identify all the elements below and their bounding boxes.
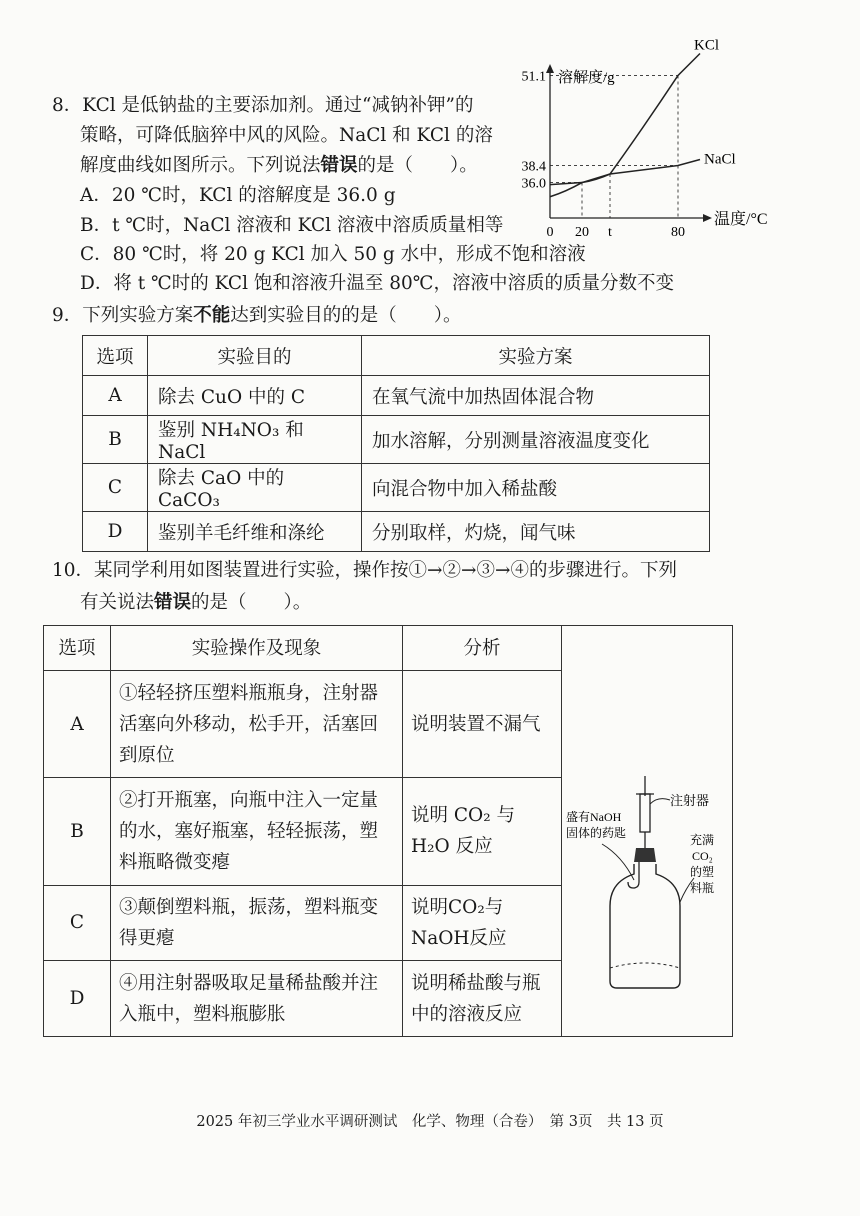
q10-table <box>43 625 733 1037</box>
row-plan: 加水溶解，分别测量溶液温度变化 <box>362 416 710 464</box>
q8-line-2: 策略，可降低脑猝中风的风险。NaCl 和 KCl 的溶 <box>80 125 493 146</box>
spoon-leader <box>602 844 634 880</box>
row-plan: 分别取样，灼烧，闻气味 <box>362 512 710 552</box>
page-footer: 2025 年初三学业水平调研测试 化学、物理（合卷） 第 3页 共 13 页 <box>196 1114 664 1130</box>
syringe-icon <box>636 776 654 848</box>
row-plan: 在氧气流中加热固体混合物 <box>362 376 710 416</box>
q10-stem-line-2: 有关说法错误的是（ ）。 <box>80 592 312 613</box>
row-analysis: 说明装置不漏气 <box>403 671 562 778</box>
y-tick-label: 38.4 <box>521 159 546 175</box>
q10-stem-line-1: 10．某同学利用如图装置进行实验，操作按①→②→③→④的步骤进行。下列 <box>52 560 678 581</box>
y-tick-label: 36.0 <box>521 176 546 192</box>
row-analysis: 说明 CO₂ 与 H₂O 反应 <box>403 778 562 885</box>
row-purpose: 鉴别羊毛纤维和涤纶 <box>148 512 362 552</box>
row-operation: ①轻轻挤压塑料瓶瓶身，注射器活塞向外移动，松手开，活塞回到原位 <box>111 671 403 778</box>
row-purpose: 鉴别 NH₄NO₃ 和 NaCl <box>148 416 362 464</box>
syringe-leader <box>650 799 670 804</box>
apparatus-cell <box>562 626 733 1037</box>
table-row <box>83 464 710 512</box>
bottle-label-1: 充满 <box>690 833 715 847</box>
header-plan: 实验方案 <box>362 336 710 376</box>
x-tick-label: t <box>608 225 612 240</box>
x-axis-label: 温度/°C <box>714 211 768 228</box>
row-option: A <box>44 671 111 778</box>
solubility-chart <box>500 37 780 243</box>
q8-option-c: C．80 ℃时，将 20 g KCl 加入 50 g 水中，形成不饱和溶液 <box>80 244 586 265</box>
bottle-label-2: CO₂ <box>692 849 713 863</box>
q8-option-a: A．20 ℃时，KCl 的溶解度是 36.0 g <box>80 185 396 206</box>
chart-dashed-guides <box>550 75 678 218</box>
bottle-icon <box>610 864 680 988</box>
header-operation: 实验操作及现象 <box>111 626 403 671</box>
x-tick-label: 20 <box>575 225 589 240</box>
spoon-label-1: 盛有NaOH <box>566 810 622 824</box>
q9-stem: 9．下列实验方案不能达到实验目的的是（ ）。 <box>52 305 462 326</box>
header-purpose: 实验目的 <box>148 336 362 376</box>
table-header-row <box>83 336 710 376</box>
x-tick-label: 80 <box>671 225 685 240</box>
header-analysis: 分析 <box>403 626 562 671</box>
bottle-bottom-dashes <box>610 963 680 968</box>
row-operation: ③颠倒塑料瓶，振荡，塑料瓶变得更瘪 <box>111 885 403 961</box>
table-row <box>83 376 710 416</box>
table-header-row <box>44 626 733 671</box>
row-purpose: 除去 CuO 中的 C <box>148 376 362 416</box>
bottle-label-4: 料瓶 <box>690 881 715 895</box>
table-row <box>83 416 710 464</box>
row-option: B <box>83 416 148 464</box>
x-axis-arrow <box>703 214 712 222</box>
row-option: D <box>44 961 111 1037</box>
q10-emphasis: 错误 <box>154 592 192 613</box>
x-tick-label: 0 <box>546 225 554 240</box>
header-option: 选项 <box>44 626 111 671</box>
header-option: 选项 <box>83 336 148 376</box>
spoon-label-2: 固体的药匙 <box>566 826 627 840</box>
q9-emphasis: 不能 <box>193 305 231 326</box>
row-operation: ④用注射器吸取足量稀盐酸并注入瓶中，塑料瓶膨胀 <box>111 961 403 1037</box>
row-option: D <box>83 512 148 552</box>
q8-option-b: B．t ℃时，NaCl 溶液和 KCl 溶液中溶质质量相等 <box>80 215 504 236</box>
series-label-kcl: KCl <box>694 37 720 54</box>
bottle-label-3: 的塑 <box>690 865 715 879</box>
row-analysis: 说明稀盐酸与瓶中的溶液反应 <box>403 961 562 1037</box>
q8-line-3: 解度曲线如图所示。下列说法错误的是（ ）。 <box>80 155 478 176</box>
row-analysis: 说明CO₂与NaOH反应 <box>403 885 562 961</box>
row-option: A <box>83 376 148 416</box>
stopper-icon <box>634 848 656 862</box>
q8-option-d: D．将 t ℃时的 KCl 饱和溶液升温至 80℃，溶液中溶质的质量分数不变 <box>80 273 674 294</box>
row-option: C <box>83 464 148 512</box>
row-operation: ②打开瓶塞，向瓶中注入一定量的水，塞好瓶塞，轻轻振荡，塑料瓶略微变瘪 <box>111 778 403 885</box>
q8-emphasis: 错误 <box>320 155 358 176</box>
series-label-nacl: NaCl <box>704 151 736 168</box>
q8-line-1: 8．KCl 是低钠盐的主要添加剂。通过“减钠补钾”的 <box>52 95 474 116</box>
y-axis-arrow <box>546 64 554 73</box>
apparatus-diagram <box>562 626 728 1026</box>
row-option: B <box>44 778 111 885</box>
row-option: C <box>44 885 111 961</box>
row-purpose: 除去 CaO 中的 CaCO₃ <box>148 464 362 512</box>
row-plan: 向混合物中加入稀盐酸 <box>362 464 710 512</box>
y-tick-label: 51.1 <box>521 69 546 85</box>
y-axis-label: 溶解度/g <box>558 70 615 86</box>
syringe-label: 注射器 <box>670 793 710 808</box>
q9-table <box>82 335 710 552</box>
table-row <box>83 512 710 552</box>
